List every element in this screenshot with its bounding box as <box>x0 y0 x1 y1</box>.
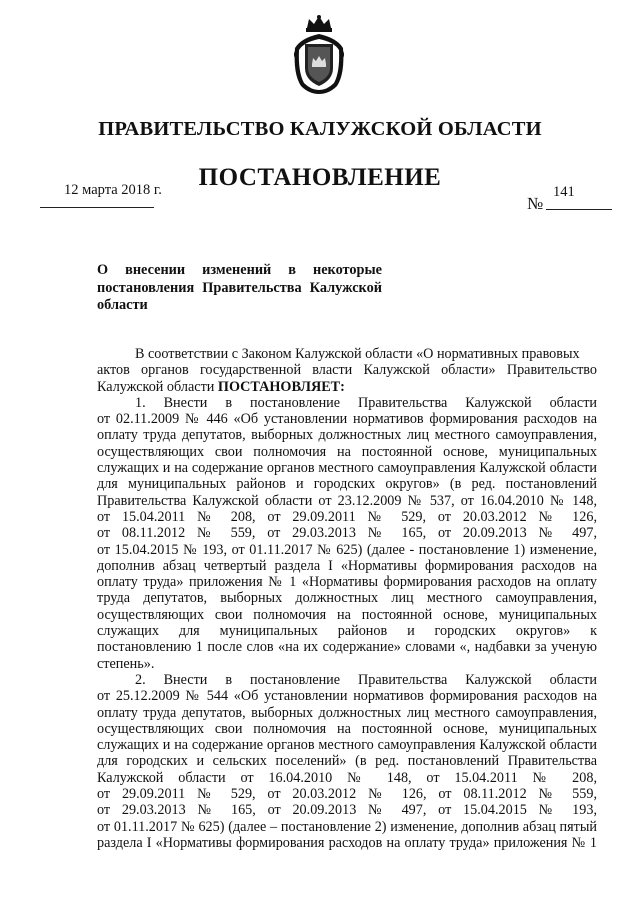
body-line: 2. Внести в постановление Правительства Калужской области <box>135 671 597 688</box>
body-line <box>97 379 597 395</box>
document-date: 12 марта 2018 г. <box>64 182 162 198</box>
body-line: от 25.12.2009 № 544 «Об установлении нормативов формирования расходов на <box>97 688 597 705</box>
number-underline <box>546 209 612 210</box>
body-line: для муниципальных районов и городских округов» (в ред. постановлений <box>97 476 597 493</box>
kaluga-coat-of-arms-icon <box>291 14 347 96</box>
body-line: служащих для муниципальных районов и городских округов» к <box>97 623 597 640</box>
body-line: осуществляющих свои полномочия на постоянной основе, муниципальных <box>97 443 597 460</box>
body-line: актов органов государственной власти Калужской области» Правительство <box>97 362 597 379</box>
decree-keyword: ПОСТАНОВЛЯЕТ: <box>217 378 345 395</box>
body-line: Калужской области от 16.04.2010 № 148, от 15.04.2011 № 208, <box>97 769 597 786</box>
body-line: постановлению 1 после слов «на их содержание» словами «, надбавки за ученую <box>97 639 597 656</box>
body-line: от 01.11.2017 № 625) (далее – постановление 2) изменение, дополнив абзац пятый <box>97 818 597 835</box>
body-line: служащих и на содержание органов местного самоуправления Калужской области <box>97 460 597 477</box>
body-line: от 29.09.2011 № 529, от 20.03.2012 № 126, от 08.11.2012 № 559, <box>97 786 597 803</box>
body-line: В соответствии с Законом Калужской области «О нормативных правовых <box>135 346 580 362</box>
document-type: ПОСТАНОВЛЕНИЕ <box>198 164 442 191</box>
organization-title: ПРАВИТЕЛЬСТВО КАЛУЖСКОЙ ОБЛАСТИ <box>98 118 542 140</box>
body-line: оплату труда» приложения № 1 «Нормативы формирования расходов на оплату <box>97 574 597 591</box>
date-underline <box>40 207 154 208</box>
body-line: от 02.11.2009 № 446 «Об установлении нормативов формирования расходов на <box>97 411 597 428</box>
body-line: осуществляющих свои полномочия на постоянной основе, муниципальных <box>97 606 597 623</box>
body-line: от 29.03.2013 № 165, от 20.09.2013 № 497, от 15.04.2015 № 193, <box>97 802 597 819</box>
body-line: 1. Внести в постановление Правительства Калужской области <box>135 394 597 411</box>
number-sign: № <box>527 194 544 213</box>
body-line: раздела I «Нормативы формирования расходов на оплату труда» приложения № 1 <box>97 834 597 851</box>
body-line: от 15.04.2011 № 208, от 29.09.2011 № 529, от 20.03.2012 № 126, <box>97 508 597 525</box>
body-line: оплату труда депутатов, выборных должностных лиц местного самоуправления, <box>97 704 597 721</box>
body-line: от 15.04.2015 № 193, от 01.11.2017 № 625) (далее - постановление 1) изменение, <box>97 541 597 558</box>
document-subject: О внесении изменений в некоторые постановления Правительства Калужской области <box>97 262 382 313</box>
body-line: осуществляющих свои полномочия на постоянной основе, муниципальных <box>97 720 597 737</box>
body-line: Правительства Калужской области от 23.12.2009 № 537, от 16.04.2010 № 148, <box>97 492 597 509</box>
body-line: для городских и сельских поселений» (в ред. постановлений Правительства <box>97 753 597 770</box>
body-line: дополнив абзац четвертый раздела I «Нормативы формирования расходов на <box>97 557 597 574</box>
document-body <box>97 346 597 851</box>
document-number: 141 <box>553 184 575 200</box>
body-line: оплату труда депутатов, выборных должностных лиц местного самоуправления, <box>97 427 597 444</box>
body-line-text: Калужской области <box>97 378 215 395</box>
body-line: труда депутатов, выборных должностных лиц местного самоуправления, <box>97 590 597 607</box>
body-line: от 08.11.2012 № 559, от 29.03.2013 № 165, от 20.09.2013 № 497, <box>97 525 597 542</box>
body-line: степень». <box>97 655 155 672</box>
body-line: служащих и на содержание органов местного самоуправления Калужской области <box>97 737 597 754</box>
